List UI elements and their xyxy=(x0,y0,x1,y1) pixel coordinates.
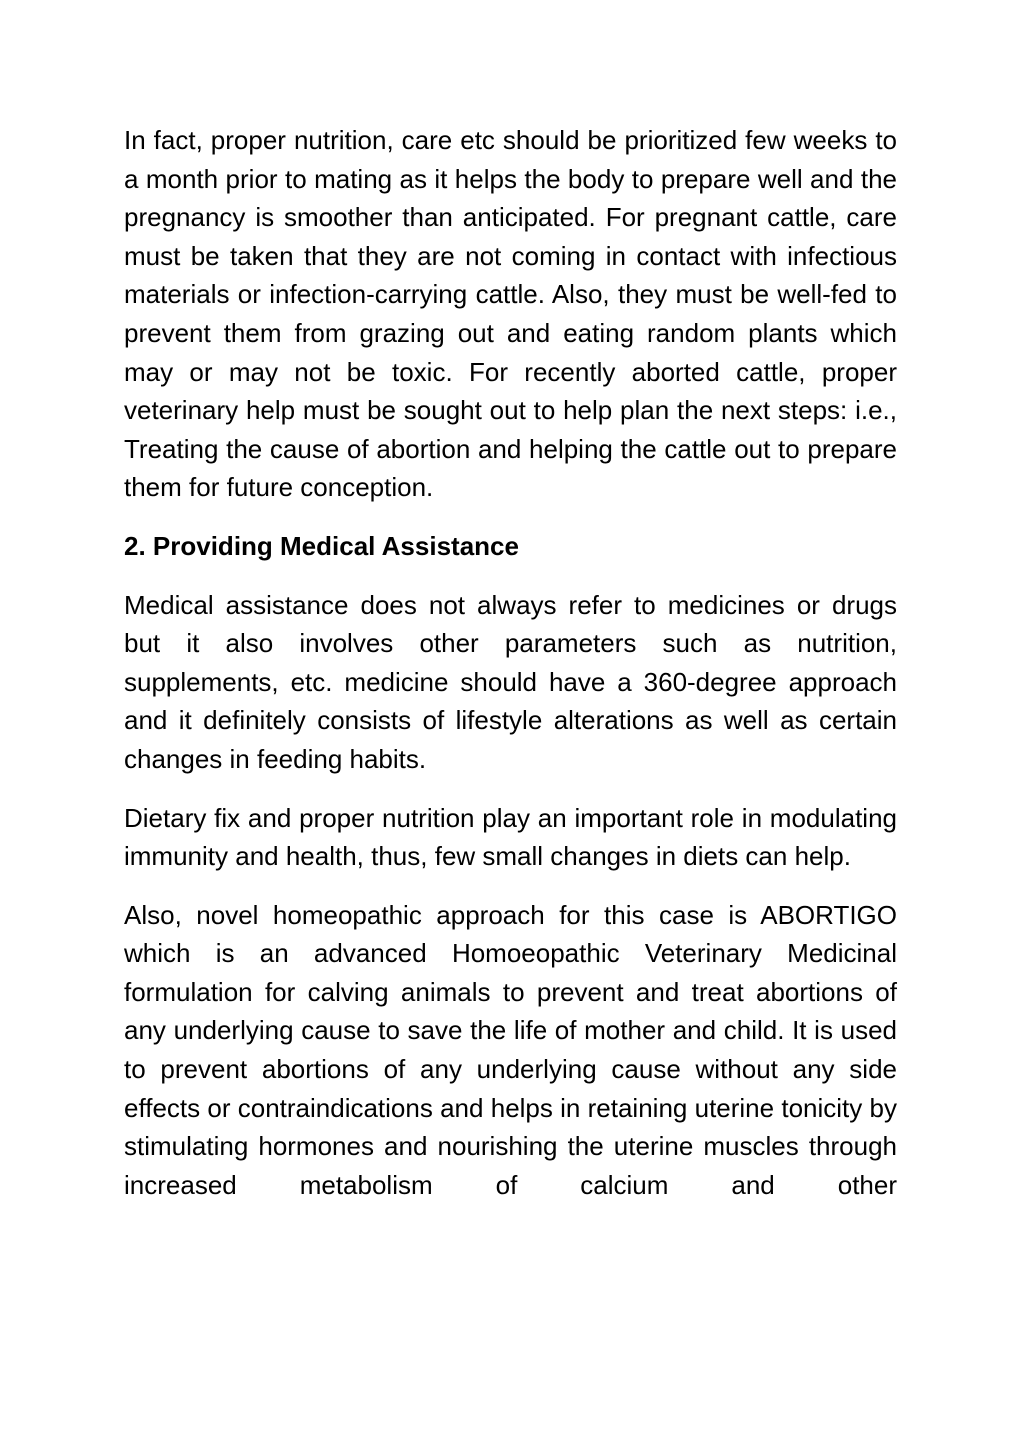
section-heading-medical-assistance: 2. Providing Medical Assistance xyxy=(124,530,519,561)
paragraph-dietary-fix: Dietary fix and proper nutrition play an important role in modulating immunity and health, thus, few small changes in diets can help. xyxy=(124,802,897,872)
document-page xyxy=(124,121,897,1224)
paragraph-abortigo: Also, novel homeopathic approach for this case is ABORTIGO which is an advanced Homoeopathic Veterinary Medicinal formulation for calving animals to prevent and treat abortions of any underlying cause to save the life of mother and child. It is used to prevent abortions of any underlying cause without any side effects or contraindications and helps in retaining uterine tonicity by stimulating hormones and nourishing the uterine muscles through increased metabolism of calcium and other xyxy=(124,899,897,1200)
paragraph-nutrition-care: In fact, proper nutrition, care etc should be prioritized few weeks to a month prior to mating as it helps the body to prepare well and the pregnancy is smoother than anticipated. For pregnant cattle, care must be taken that they are not coming in contact with infectious materials or infection-carrying cattle. Also, they must be well-fed to prevent them from grazing out and eating random plants which may or may not be toxic. For recently aborted cattle, proper veterinary help must be sought out to help plan the next steps: i.e., Treating the cause of abortion and helping the cattle out to prepare them for future conception. xyxy=(124,125,897,503)
paragraph-medical-assistance: Medical assistance does not always refer to medicines or drugs but it also involves other parameters such as nutrition, supplements, etc. medicine should have a 360-degree approach and it definitely consists of lifestyle alterations as well as certain changes in feeding habits. xyxy=(124,589,897,774)
